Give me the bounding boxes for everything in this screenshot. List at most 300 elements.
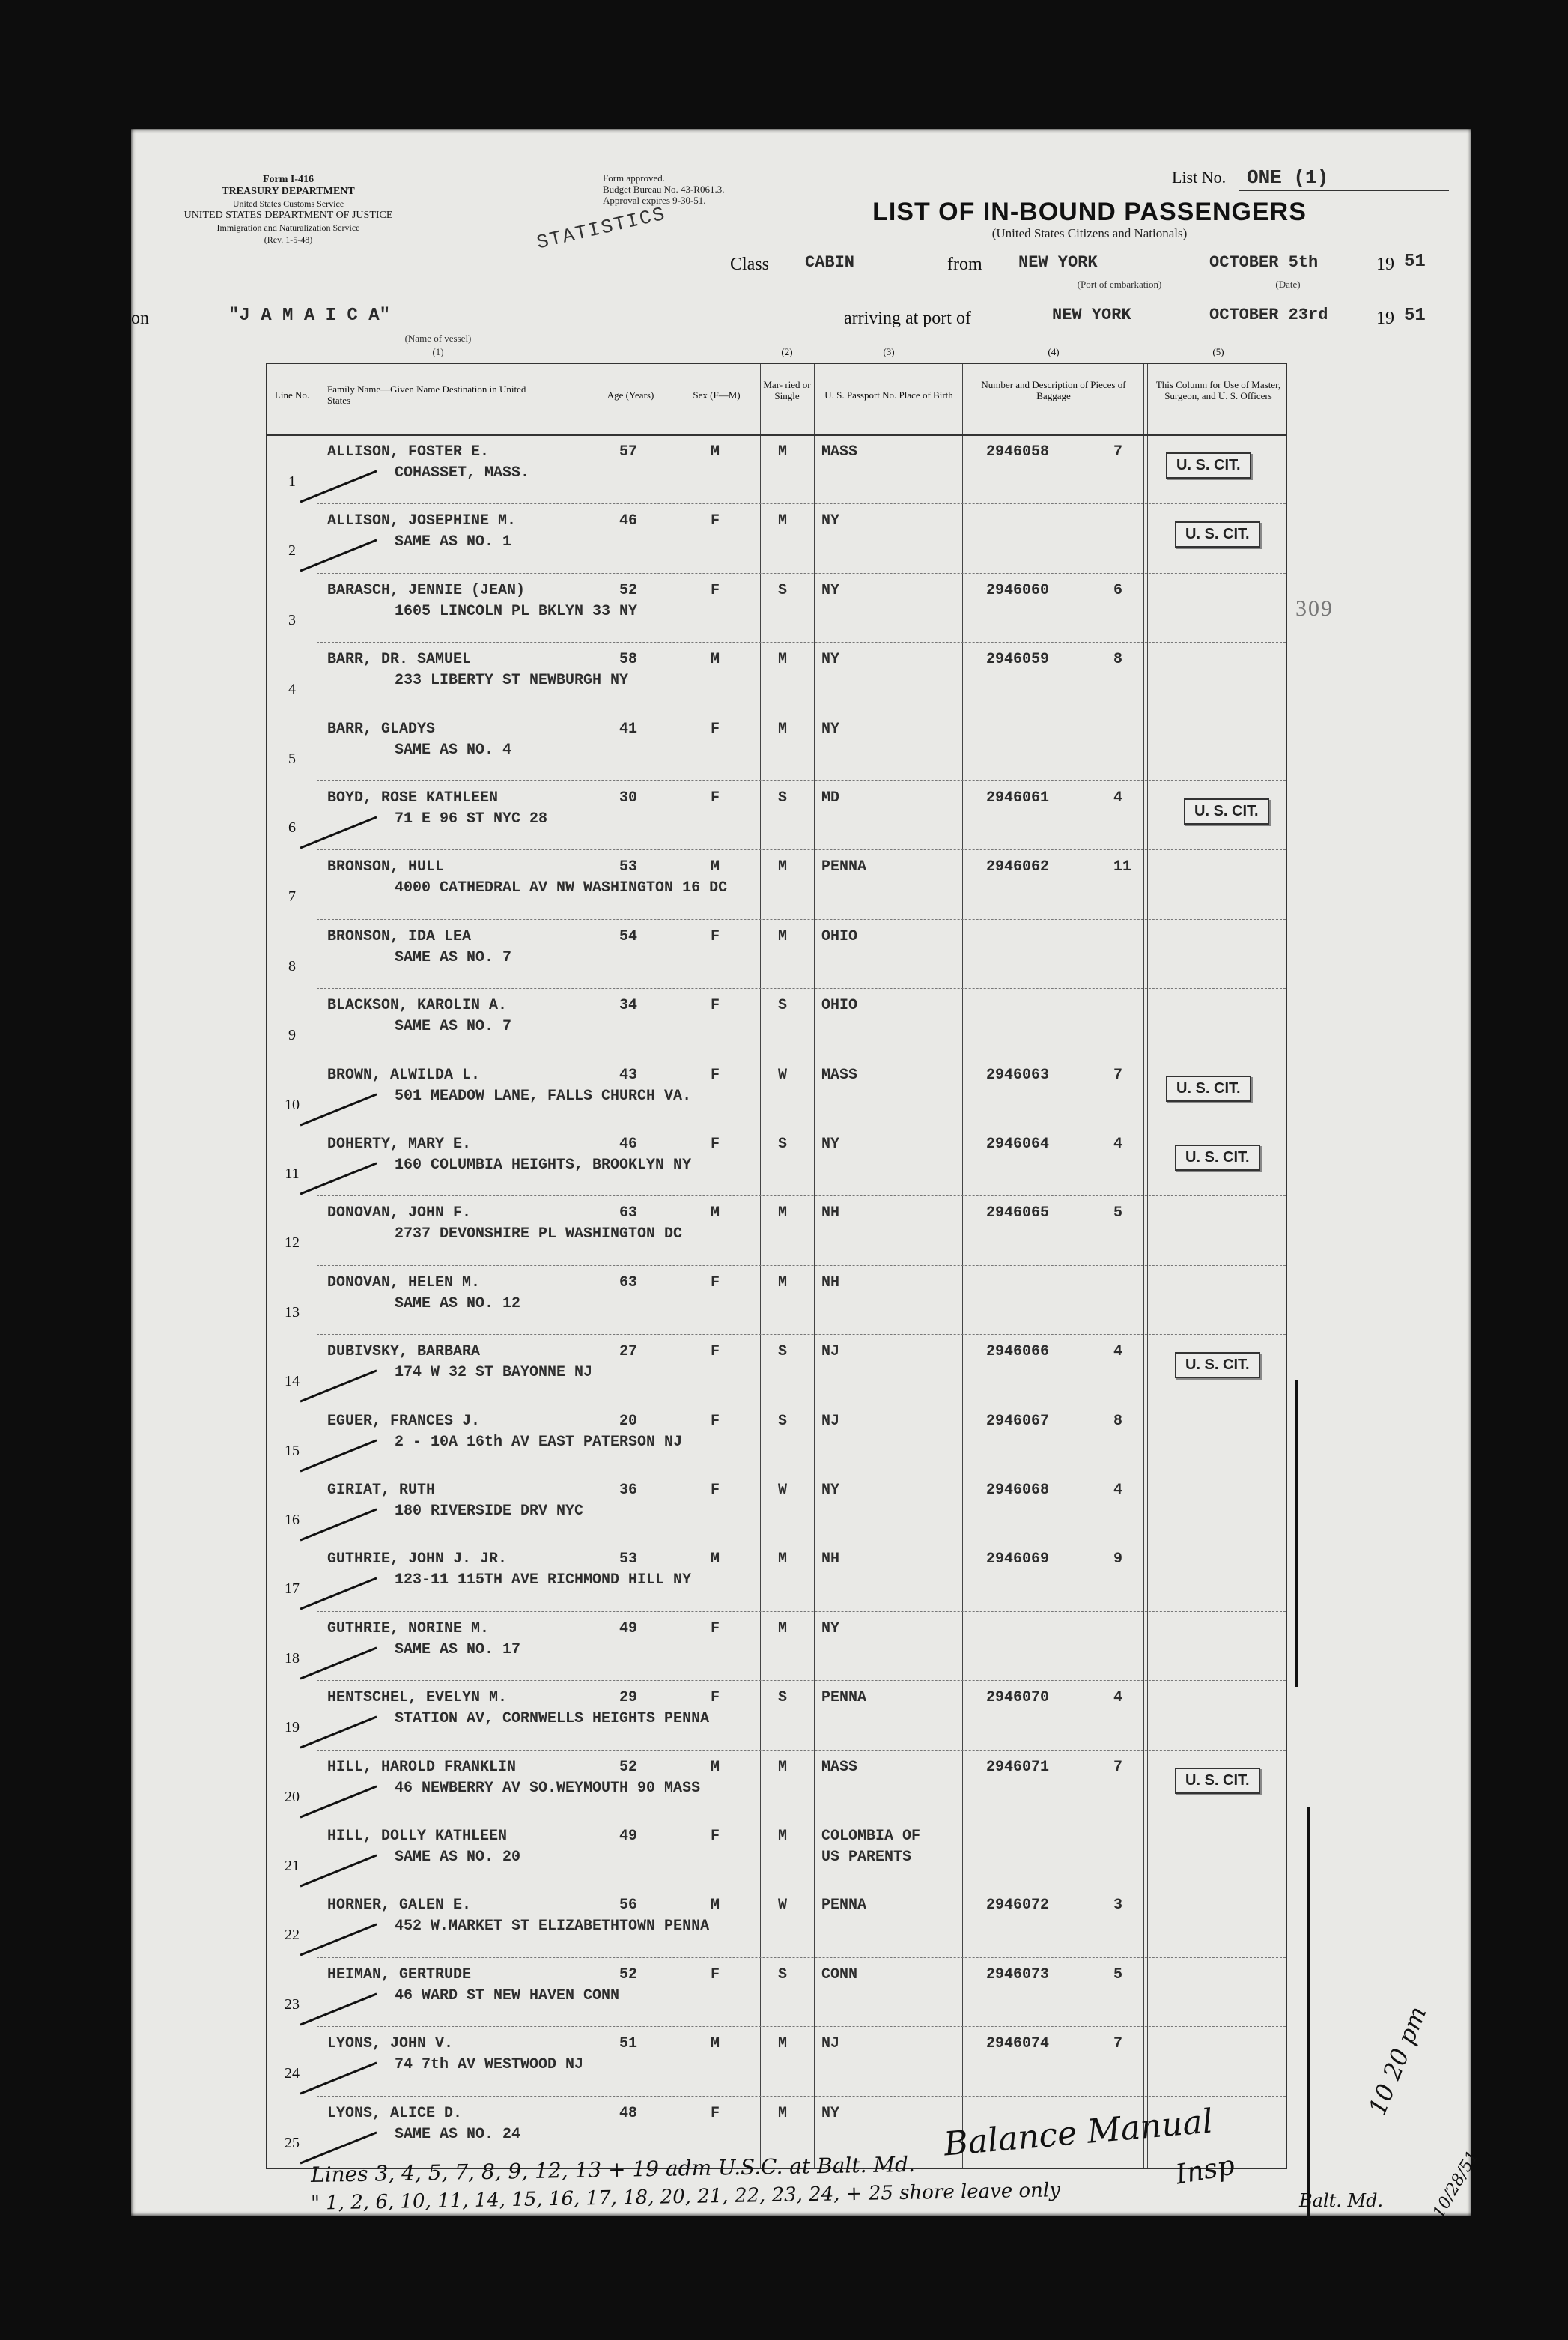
line-number: 17	[285, 1580, 300, 1598]
baggage-number: 2946065	[986, 1204, 1050, 1222]
baggage-pieces: 4	[1113, 1482, 1123, 1499]
passenger-age: 51	[619, 2035, 638, 2053]
table-row	[267, 505, 1286, 570]
place-of-birth: NY	[821, 1619, 840, 1637]
baggage-number: 2946074	[986, 2035, 1050, 2053]
line-number: 15	[285, 1442, 300, 1459]
marital-status: M	[778, 927, 788, 945]
row-divider	[317, 1611, 1286, 1612]
passenger-sex: F	[711, 1343, 720, 1361]
marital-status: S	[778, 1136, 788, 1153]
form-department-justice: UNITED STATES DEPARTMENT OF JUSTICE	[183, 210, 393, 221]
passenger-destination: 1605 LINCOLN PL BKLYN 33 NY	[395, 602, 638, 620]
line-number: 11	[285, 1166, 300, 1182]
table-row	[267, 782, 1286, 847]
row-divider	[317, 1334, 1286, 1335]
port-caption: (Port of embarkation)	[1077, 279, 1162, 290]
baggage-pieces: 8	[1113, 651, 1123, 669]
passenger-sex: F	[711, 1689, 720, 1707]
baggage-pieces: 7	[1113, 2035, 1123, 2053]
vessel-col-number: (1)	[432, 346, 444, 357]
line-number: 22	[285, 1927, 300, 1944]
baggage-number: 2946060	[986, 581, 1050, 599]
passenger-age: 41	[619, 720, 638, 738]
marital-status: M	[778, 1551, 788, 1568]
passenger-age: 52	[619, 581, 638, 599]
passenger-name: BRONSON, HULL	[327, 858, 445, 876]
passenger-sex: F	[711, 1412, 720, 1430]
passenger-name: EGUER, FRANCES J.	[327, 1412, 481, 1430]
bracket-line	[1307, 1807, 1310, 2219]
departure-date: OCTOBER 5th	[1209, 253, 1319, 272]
table-row	[267, 1336, 1286, 1401]
marital-status: M	[778, 858, 788, 876]
place-of-birth: PENNA	[821, 1689, 867, 1707]
place-of-birth: NH	[821, 1204, 840, 1222]
manifest-page	[131, 129, 1483, 2222]
line-number: 24	[285, 2065, 300, 2082]
place-of-birth: NY	[821, 720, 840, 738]
header-baggage: Number and Description of Pieces of Baggage	[981, 379, 1126, 401]
marital-status: M	[778, 2035, 788, 2053]
date-caption: (Date)	[1275, 279, 1301, 290]
table-row	[267, 1128, 1286, 1193]
table-row	[267, 921, 1286, 986]
table-row	[267, 575, 1286, 640]
passenger-age: 63	[619, 1204, 638, 1222]
baggage-pieces: 4	[1113, 789, 1123, 807]
statistics-stamp: STATISTICS	[534, 202, 669, 255]
passenger-destination: 180 RIVERSIDE DRV NYC	[395, 1503, 584, 1520]
passenger-age: 52	[619, 1965, 638, 1983]
marital-status: M	[778, 720, 788, 738]
baggage-number: 2946063	[986, 1066, 1050, 1084]
passenger-destination: 46 NEWBERRY AV SO.WEYMOUTH 90 MASS	[395, 1779, 701, 1797]
passenger-name: GIRIAT, RUTH	[327, 1482, 436, 1499]
class-value: CABIN	[805, 253, 855, 272]
passenger-age: 56	[619, 1897, 638, 1915]
year-prefix: 19	[1376, 255, 1394, 274]
passenger-sex: F	[711, 789, 720, 807]
baggage-number: 2946058	[986, 443, 1050, 461]
baggage-number: 2946061	[986, 789, 1050, 807]
us-citizen-stamp: U. S. CIT.	[1175, 1145, 1260, 1171]
line-number: 7	[288, 888, 296, 906]
line-number: 8	[288, 957, 296, 975]
marital-status: S	[778, 1343, 788, 1361]
passenger-age: 57	[619, 443, 638, 461]
row-divider	[317, 1750, 1286, 1751]
row-divider	[317, 780, 1286, 781]
passenger-sex: F	[711, 1066, 720, 1084]
passenger-name: HORNER, GALEN E.	[327, 1897, 472, 1915]
form-service: United States Customs Service	[232, 198, 344, 209]
passenger-name: ALLISON, JOSEPHINE M.	[327, 512, 517, 530]
passenger-name: BOYD, ROSE KATHLEEN	[327, 789, 499, 807]
passenger-age: 20	[619, 1412, 638, 1430]
col-number-2: (2)	[781, 346, 793, 357]
place-of-birth: NY	[821, 581, 840, 599]
line-number: 12	[285, 1234, 300, 1252]
form-department: TREASURY DEPARTMENT	[222, 186, 355, 197]
table-row	[267, 1613, 1286, 1678]
passenger-name: GUTHRIE, JOHN J. JR.	[327, 1551, 508, 1568]
marital-status: S	[778, 581, 788, 599]
line-number: 1	[288, 473, 296, 490]
line-number: 10	[285, 1096, 300, 1113]
list-no-label: List No.	[1172, 168, 1227, 187]
place-of-birth: COLOMBIA OF	[821, 1828, 921, 1845]
line-number: 19	[285, 1719, 300, 1736]
place-of-birth: NY	[821, 1482, 840, 1499]
passenger-destination: SAME AS NO. 17	[395, 1640, 521, 1658]
passenger-name: DONOVAN, JOHN F.	[327, 1204, 472, 1222]
passenger-age: 58	[619, 651, 638, 669]
passenger-destination: COHASSET, MASS.	[395, 464, 530, 482]
baggage-pieces: 9	[1113, 1551, 1123, 1568]
passenger-sex: F	[711, 1136, 720, 1153]
table-row	[267, 989, 1286, 1055]
marital-status: M	[778, 443, 788, 461]
row-divider	[317, 2026, 1286, 2027]
marital-status: M	[778, 651, 788, 669]
arrival-port: NEW YORK	[1052, 306, 1131, 324]
footer-note-line2: " 1, 2, 6, 10, 11, 14, 15, 16, 17, 18, 20, 21, 22, 23, 24, + 25 shore leave only	[310, 2179, 1061, 2215]
row-divider	[317, 919, 1286, 920]
footer-signature: Balt. Md.	[1299, 2190, 1384, 2211]
passenger-name: GUTHRIE, NORINE M.	[327, 1619, 490, 1637]
table-row	[267, 1474, 1286, 1539]
baggage-pieces: 7	[1113, 1066, 1123, 1084]
line-number: 6	[288, 819, 296, 836]
marital-status: W	[778, 1897, 788, 1915]
passenger-destination: SAME AS NO. 7	[395, 948, 512, 966]
passenger-sex: M	[711, 443, 720, 461]
passenger-name: HENTSCHEL, EVELYN M.	[327, 1689, 508, 1707]
baggage-number: 2946069	[986, 1551, 1050, 1568]
baggage-number: 2946067	[986, 1412, 1050, 1430]
passenger-sex: F	[711, 581, 720, 599]
passenger-sex: F	[711, 1482, 720, 1499]
place-of-birth: CONN	[821, 1965, 858, 1983]
passenger-sex: M	[711, 651, 720, 669]
form-number: Form I-416	[262, 174, 314, 185]
table-row	[267, 851, 1286, 916]
passenger-destination: 501 MEADOW LANE, FALLS CHURCH VA.	[395, 1087, 692, 1105]
header-line-no: Line No.	[274, 390, 310, 401]
list-no-underline	[1239, 190, 1449, 191]
row-divider	[317, 573, 1286, 574]
passenger-sex: M	[711, 1897, 720, 1915]
passenger-age: 49	[619, 1619, 638, 1637]
approval-line: Budget Bureau No. 43-R061.3.	[603, 184, 725, 195]
passenger-sex: F	[711, 1965, 720, 1983]
place-of-birth: NY	[821, 1136, 840, 1153]
passenger-sex: M	[711, 2035, 720, 2053]
number-stamp-309: 309	[1295, 596, 1334, 621]
baggage-pieces: 6	[1113, 581, 1123, 599]
passenger-destination: SAME AS NO. 1	[395, 533, 512, 551]
class-label: Class	[730, 255, 770, 274]
passenger-destination: 71 E 96 ST NYC 28	[395, 810, 548, 828]
arriving-label: arriving at port of	[844, 309, 971, 328]
passenger-destination: SAME AS NO. 7	[395, 1018, 512, 1036]
header-age: Age (Years)	[607, 390, 654, 401]
row-divider	[317, 642, 1286, 643]
place-of-birth: NJ	[821, 1343, 840, 1361]
passenger-age: 49	[619, 1828, 638, 1845]
handwritten-time: 10 20 pm	[1363, 2002, 1432, 2119]
from-value: NEW YORK	[1018, 253, 1098, 272]
baggage-number: 2946070	[986, 1689, 1050, 1707]
passenger-destination: 74 7th AV WESTWOOD NJ	[395, 2056, 584, 2074]
passenger-name: HILL, DOLLY KATHLEEN	[327, 1828, 508, 1845]
marital-status: S	[778, 997, 788, 1015]
passenger-name: DOHERTY, MARY E.	[327, 1136, 472, 1153]
passenger-age: 53	[619, 858, 638, 876]
handwritten-balance: Balance Manual	[942, 2102, 1215, 2164]
marital-status: S	[778, 789, 788, 807]
passenger-name: DUBIVSKY, BARBARA	[327, 1343, 481, 1361]
row-divider	[317, 503, 1286, 504]
handwritten-insp: Insp	[1173, 2150, 1237, 2191]
passenger-sex: F	[711, 1828, 720, 1845]
marital-status: S	[778, 1412, 788, 1430]
line-number: 3	[288, 611, 296, 628]
table-row	[267, 1751, 1286, 1816]
line-number: 16	[285, 1512, 300, 1528]
passenger-name: BLACKSON, KAROLIN A.	[327, 997, 508, 1015]
form-approval	[603, 172, 783, 206]
passenger-name: LYONS, JOHN V.	[327, 2035, 454, 2053]
header-officers: This Column for Use of Master, Surgeon, and U. S. Officers	[1155, 379, 1281, 401]
passenger-name: LYONS, ALICE D.	[327, 2104, 463, 2122]
baggage-pieces: 5	[1113, 1965, 1123, 1983]
passenger-age: 46	[619, 1136, 638, 1153]
baggage-pieces: 11	[1113, 858, 1132, 876]
passenger-destination: 2 - 10A 16th AV EAST PATERSON NJ	[395, 1433, 683, 1451]
baggage-number: 2946071	[986, 1758, 1050, 1776]
baggage-number: 2946064	[986, 1136, 1050, 1153]
marital-status: M	[778, 1204, 788, 1222]
header-name: Family Name—Given Name Destination in United States	[327, 384, 526, 406]
col-number-5: (5)	[1212, 346, 1224, 357]
row-divider	[317, 1680, 1286, 1681]
page-subtitle: (United States Citizens and Nationals)	[991, 226, 1188, 240]
us-citizen-stamp: U. S. CIT.	[1175, 521, 1260, 548]
marital-status: M	[778, 1619, 788, 1637]
header-passport: U. S. Passport No. Place of Birth	[824, 390, 953, 401]
marital-status: M	[778, 512, 788, 530]
passenger-sex: F	[711, 2104, 720, 2122]
marital-status: M	[778, 1828, 788, 1845]
footer-date: 10/28/51	[1429, 2147, 1483, 2222]
place-of-birth: MASS	[821, 443, 858, 461]
place-of-birth: NY	[821, 651, 840, 669]
table-row	[267, 1543, 1286, 1608]
baggage-number: 2946059	[986, 651, 1050, 669]
line-number: 23	[285, 1995, 300, 2013]
passenger-age: 46	[619, 512, 638, 530]
us-citizen-stamp: U. S. CIT.	[1175, 1768, 1260, 1794]
header-married: Mar- ried or Single	[763, 379, 811, 401]
line-number: 20	[285, 1788, 300, 1805]
passenger-destination: SAME AS NO. 4	[395, 741, 512, 759]
passenger-age: 54	[619, 927, 638, 945]
table-row	[267, 1197, 1286, 1262]
passenger-destination: STATION AV, CORNWELLS HEIGHTS PENNA	[395, 1710, 710, 1728]
passenger-sex: F	[711, 1273, 720, 1291]
passenger-destination: SAME AS NO. 20	[395, 1849, 521, 1866]
passenger-table	[266, 346, 1287, 2169]
line-number: 13	[285, 1303, 300, 1321]
passenger-age: 36	[619, 1482, 638, 1499]
row-divider	[317, 988, 1286, 989]
place-of-birth: NY	[821, 512, 840, 530]
baggage-pieces: 7	[1113, 443, 1123, 461]
baggage-pieces: 8	[1113, 1412, 1123, 1430]
passenger-name: BROWN, ALWILDA L.	[327, 1066, 481, 1084]
passenger-name: BARASCH, JENNIE (JEAN)	[327, 581, 526, 599]
passenger-age: 29	[619, 1689, 638, 1707]
baggage-number: 2946068	[986, 1482, 1050, 1499]
row-divider	[317, 849, 1286, 850]
header-sex: Sex (F—M)	[693, 390, 741, 401]
table-row	[267, 1820, 1286, 1885]
passenger-name: BARR, DR. SAMUEL	[327, 651, 472, 669]
place-of-birth: OHIO	[821, 997, 858, 1015]
us-citizen-stamp: U. S. CIT.	[1175, 1352, 1260, 1378]
form-identification	[131, 174, 446, 246]
on-label: on	[131, 309, 149, 328]
line-number: 25	[285, 2134, 300, 2151]
vessel-name: "J A M A I C A"	[228, 306, 391, 326]
passenger-sex: F	[711, 997, 720, 1015]
marital-status: W	[778, 1482, 788, 1499]
table-row	[267, 1405, 1286, 1470]
passenger-name: BARR, GLADYS	[327, 720, 436, 738]
col-number-3: (3)	[883, 346, 895, 357]
passenger-destination: 4000 CATHEDRAL AV NW WASHINGTON 16 DC	[395, 879, 728, 897]
form-ins: Immigration and Naturalization Service	[216, 222, 360, 233]
passenger-age: 48	[619, 2104, 638, 2122]
passenger-name: BRONSON, IDA LEA	[327, 927, 472, 945]
passenger-sex: F	[711, 1619, 720, 1637]
line-number: 14	[285, 1373, 300, 1390]
baggage-pieces: 4	[1113, 1136, 1123, 1153]
passenger-name: ALLISON, FOSTER E.	[327, 443, 490, 461]
baggage-number: 2946072	[986, 1897, 1050, 1915]
place-of-birth: MASS	[821, 1066, 858, 1084]
table-row	[267, 436, 1286, 501]
place-of-birth: NY	[821, 2104, 840, 2122]
passenger-destination: 160 COLUMBIA HEIGHTS, BROOKLYN NY	[395, 1157, 692, 1174]
passenger-name: HEIMAN, GERTRUDE	[327, 1965, 472, 1983]
passenger-name: DONOVAN, HELEN M.	[327, 1273, 481, 1291]
table-row	[267, 713, 1286, 778]
passenger-sex: M	[711, 1758, 720, 1776]
passenger-age: 34	[619, 997, 638, 1015]
place-of-birth: OHIO	[821, 927, 858, 945]
place-of-birth: NJ	[821, 1412, 840, 1430]
place-of-birth: PENNA	[821, 858, 867, 876]
place-of-birth-line2: US PARENTS	[821, 1849, 912, 1866]
arrival-year: 51	[1404, 306, 1426, 326]
place-of-birth: NH	[821, 1551, 840, 1568]
passenger-sex: F	[711, 927, 720, 945]
marital-status: S	[778, 1965, 788, 1983]
table-row	[267, 1889, 1286, 1954]
approval-line: Form approved.	[603, 172, 666, 184]
place-of-birth: MASS	[821, 1758, 858, 1776]
passenger-age: 27	[619, 1343, 638, 1361]
passenger-age: 30	[619, 789, 638, 807]
table-row	[267, 1959, 1286, 2024]
approval-line: Approval expires 9-30-51.	[603, 195, 706, 206]
passenger-destination: 46 WARD ST NEW HAVEN CONN	[395, 1986, 620, 2004]
table-row	[267, 1682, 1286, 1747]
marital-status: W	[778, 1066, 788, 1084]
passenger-sex: F	[711, 512, 720, 530]
line-number: 4	[288, 681, 296, 698]
baggage-pieces: 5	[1113, 1204, 1123, 1222]
passenger-sex: F	[711, 720, 720, 738]
line-number: 21	[285, 1858, 300, 1874]
bracket-line	[1295, 1380, 1298, 1687]
line-number: 2	[288, 542, 296, 560]
us-citizen-stamp: U. S. CIT.	[1166, 1076, 1251, 1102]
table-row	[267, 1059, 1286, 1124]
passenger-age: 53	[619, 1551, 638, 1568]
place-of-birth: PENNA	[821, 1897, 867, 1915]
passenger-destination: 452 W.MARKET ST ELIZABETHTOWN PENNA	[395, 1918, 710, 1936]
footer-note-line1: Lines 3, 4, 5, 7, 8, 9, 12, 13 + 19 adm U.S.C. at Balt. Md.	[310, 2151, 916, 2188]
line-number: 9	[288, 1027, 296, 1044]
arrival-date: OCTOBER 23rd	[1209, 306, 1328, 324]
place-of-birth: MD	[821, 789, 840, 807]
year-prefix: 19	[1376, 309, 1394, 328]
vessel-caption: (Name of vessel)	[404, 333, 472, 344]
passenger-age: 43	[619, 1066, 638, 1084]
passenger-sex: M	[711, 1551, 720, 1568]
baggage-pieces: 4	[1113, 1689, 1123, 1707]
row-divider	[317, 2096, 1286, 2097]
passenger-name: HILL, HAROLD FRANKLIN	[327, 1758, 517, 1776]
baggage-number: 2946066	[986, 1343, 1050, 1361]
row-divider	[317, 1265, 1286, 1266]
table-row	[267, 1267, 1286, 1332]
place-of-birth: NH	[821, 1273, 840, 1291]
marital-status: S	[778, 1689, 788, 1707]
page-title: LIST OF IN-BOUND PASSENGERS	[872, 198, 1307, 226]
table-row	[267, 643, 1286, 709]
marital-status: M	[778, 2104, 788, 2122]
line-number: 18	[285, 1649, 300, 1667]
passenger-destination: 233 LIBERTY ST NEWBURGH NY	[395, 672, 629, 690]
line-number: 5	[288, 750, 296, 767]
baggage-pieces: 7	[1113, 1758, 1123, 1776]
marital-status: M	[778, 1273, 788, 1291]
passenger-destination: 2737 DEVONSHIRE PL WASHINGTON DC	[395, 1225, 683, 1243]
passenger-age: 52	[619, 1758, 638, 1776]
passenger-destination: 174 W 32 ST BAYONNE NJ	[395, 1364, 593, 1382]
list-no-value: ONE (1)	[1247, 166, 1329, 189]
col-number-4: (4)	[1048, 346, 1060, 357]
row-divider	[317, 1195, 1286, 1196]
marital-status: M	[778, 1758, 788, 1776]
row-divider	[317, 1957, 1286, 1958]
place-of-birth: NJ	[821, 2035, 840, 2053]
